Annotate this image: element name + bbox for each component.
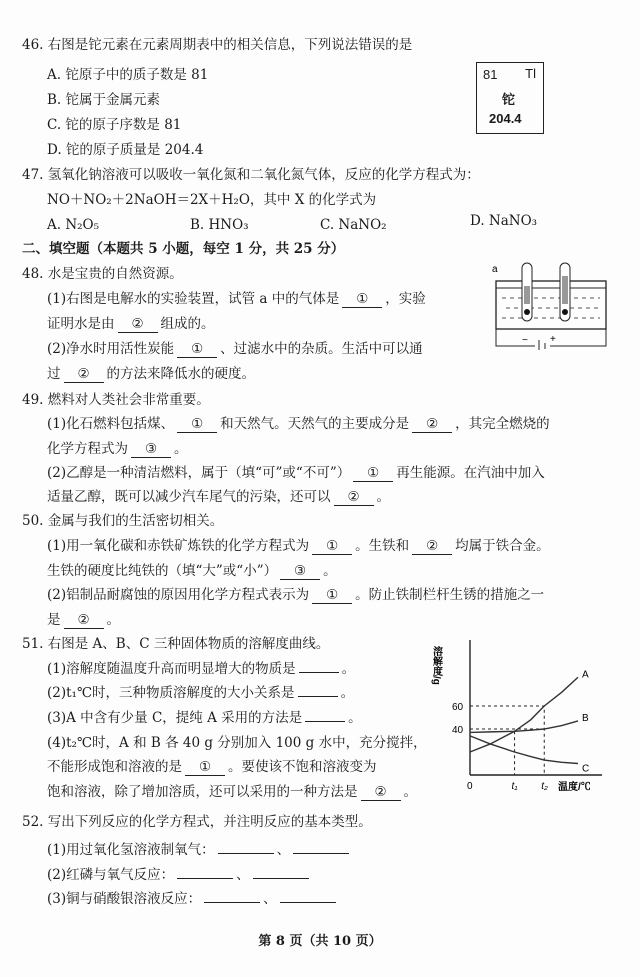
question-text-segment: 饱和溶液，除了增加溶质，还可以采用的一种方法是 bbox=[47, 784, 358, 800]
question-text-segment: 化学方程式为 bbox=[47, 441, 128, 457]
question-text-segment: (1)用过氧化氢溶液制氧气： bbox=[47, 842, 215, 858]
q51-stem-line bbox=[22, 635, 329, 653]
answer-blank[interactable]: ③ bbox=[280, 564, 320, 580]
question-text-segment: (2)t₁℃时，三种物质溶解度的大小关系是 bbox=[47, 685, 295, 701]
element-name: 铊 bbox=[502, 92, 516, 107]
q51-p3-line bbox=[47, 709, 362, 727]
q49-p1b-line bbox=[47, 440, 188, 458]
question-text-segment: 、过滤水中的杂质。生活中可以通 bbox=[220, 341, 423, 357]
element-symbol: Tl bbox=[525, 66, 536, 81]
answer-blank[interactable] bbox=[280, 902, 336, 903]
q52-stem-line bbox=[22, 813, 372, 831]
question-text-segment: 52. 写出下列反应的化学方程式，并注明反应的基本类型。 bbox=[22, 814, 372, 830]
q49-stem-line bbox=[22, 391, 210, 409]
question-text-segment: (1)用一氧化碳和赤铁矿炼铁的化学方程式为 bbox=[47, 538, 310, 554]
curve-label-C: C bbox=[582, 763, 590, 775]
element-card-thallium bbox=[476, 62, 544, 134]
answer-blank[interactable] bbox=[177, 878, 233, 879]
q48-p2a-line bbox=[47, 340, 423, 358]
q50-p2b-line bbox=[47, 611, 120, 629]
question-text-segment: 46. 右图是铊元素在元素周期表中的相关信息，下列说法错误的是 bbox=[22, 37, 413, 53]
page-number: 第 8 页（共 10 页） bbox=[258, 934, 382, 949]
question-text-segment: 二、填空题（本题共 5 小题，每空 1 分，共 25 分） bbox=[22, 241, 345, 257]
x-axis-label: 温度/℃ bbox=[558, 782, 591, 793]
plus-sign: + bbox=[550, 334, 556, 345]
question-text-segment: 50. 金属与我们的生活密切相关。 bbox=[22, 513, 224, 529]
answer-blank[interactable] bbox=[305, 721, 345, 722]
question-text-segment: 。 bbox=[340, 685, 355, 701]
answer-blank[interactable]: ② bbox=[412, 539, 452, 555]
q50-p2a-line bbox=[47, 586, 544, 604]
answer-blank[interactable]: ① bbox=[312, 539, 352, 555]
q49-p1a-line bbox=[47, 415, 550, 433]
answer-blank[interactable]: ① bbox=[185, 760, 225, 776]
question-text-segment: 49. 燃料对人类社会非常重要。 bbox=[22, 392, 210, 408]
atomic-mass: 204.4 bbox=[489, 111, 522, 126]
answer-blank[interactable]: ① bbox=[342, 292, 382, 308]
answer-blank[interactable]: ② bbox=[412, 417, 452, 433]
question-text-segment: 。要使该不饱和溶液变为 bbox=[228, 759, 377, 775]
question-text-segment: ，实验 bbox=[385, 291, 426, 307]
tube-label-a: a bbox=[492, 264, 498, 275]
curve-A bbox=[470, 677, 578, 752]
option-A[interactable]: A. N₂O₅ bbox=[47, 217, 100, 233]
question-text-segment: 过 bbox=[47, 366, 61, 382]
question-text-segment: (2)净水时用活性炭能 bbox=[47, 341, 175, 357]
question-text-segment: 是 bbox=[47, 612, 61, 628]
electrolysis-apparatus-diagram bbox=[490, 258, 615, 350]
q46-stem-line bbox=[22, 36, 412, 54]
question-text-segment: (3)A 中含有少量 C，提纯 A 采用的方法是 bbox=[47, 710, 303, 726]
question-text-segment: 47. 氢氧化钠溶液可以吸收一氧化氮和二氧化氮气体，反应的化学方程式为： bbox=[22, 167, 480, 183]
question-text-segment: 不能形成饱和溶液的是 bbox=[47, 759, 182, 775]
q51-p2-line bbox=[47, 684, 354, 702]
question-text-segment: 。防止铁制栏杆生锈的措施之一 bbox=[355, 587, 545, 603]
q50-stem-line bbox=[22, 512, 223, 530]
curve-label-A: A bbox=[582, 669, 589, 681]
y-tick-60: 60 bbox=[452, 702, 464, 713]
q50-p1a-line bbox=[47, 537, 550, 555]
q49-p2a-line bbox=[47, 464, 545, 482]
option-D[interactable]: D. NaNO₃ bbox=[470, 213, 538, 229]
question-text-segment: 适量乙醇，既可以减少汽车尾气的污染，还可以 bbox=[47, 489, 331, 505]
question-text-segment: 。 bbox=[106, 612, 120, 628]
answer-blank[interactable]: ① bbox=[177, 342, 217, 358]
section2-line bbox=[22, 240, 344, 258]
question-text-segment: (1)右图是电解水的实验装置，试管 a 中的气体是 bbox=[47, 291, 340, 307]
q49-p2b-line bbox=[47, 488, 390, 506]
question-text-segment: 51. 右图是 A、B、C 三种固体物质的溶解度曲线。 bbox=[22, 636, 330, 652]
question-text-segment: 。 bbox=[376, 489, 390, 505]
answer-blank[interactable]: ③ bbox=[131, 442, 171, 458]
q51-p1-line bbox=[47, 660, 355, 678]
question-text-segment: (1)化石燃料包括煤、 bbox=[47, 416, 175, 432]
question-text-segment: 、 bbox=[263, 891, 277, 907]
question-text-segment: NO＋NO₂＋2NaOH＝2X＋H₂O，其中 X 的化学式为 bbox=[47, 192, 377, 208]
q48-p1a-line bbox=[47, 290, 426, 308]
question-text-segment: 。 bbox=[348, 710, 362, 726]
answer-blank[interactable] bbox=[204, 902, 260, 903]
q46-d-line bbox=[47, 141, 203, 159]
x-tick-t1: t₁ bbox=[511, 781, 518, 792]
answer-blank[interactable]: ② bbox=[334, 490, 374, 506]
question-text-segment: 均属于铁合金。 bbox=[455, 538, 550, 554]
curve-label-B: B bbox=[582, 712, 589, 724]
question-text-segment: 生铁的硬度比纯铁的（填“大”或“小”） bbox=[47, 563, 278, 579]
answer-blank[interactable]: ② bbox=[361, 785, 401, 801]
y-tick-40: 40 bbox=[452, 725, 464, 736]
answer-blank[interactable] bbox=[218, 853, 274, 854]
question-text-segment: (2)红磷与氧气反应： bbox=[47, 867, 175, 883]
q46-b-line bbox=[47, 91, 160, 109]
question-text-segment: (4)t₂℃时，A 和 B 各 40 g 分别加入 100 g 水中，充分搅拌， bbox=[47, 735, 427, 751]
x-tick-t2: t₂ bbox=[541, 781, 548, 792]
question-text-segment: C. 铊的原子序数是 81 bbox=[47, 117, 182, 133]
answer-blank[interactable] bbox=[293, 853, 349, 854]
answer-blank[interactable]: ① bbox=[177, 417, 217, 433]
answer-blank[interactable]: ① bbox=[353, 466, 393, 482]
question-text-segment: 。 bbox=[403, 784, 417, 800]
question-text-segment: (1)溶解度随温度升高而明显增大的物质是 bbox=[47, 661, 296, 677]
q48-p1b-line bbox=[47, 315, 215, 333]
atomic-number: 81 bbox=[483, 67, 498, 82]
q47-stem-line bbox=[22, 166, 480, 184]
q51-p4b-line bbox=[47, 758, 377, 776]
question-text-segment: 。 bbox=[323, 563, 337, 579]
question-text-segment: (3)铜与硝酸银溶液反应： bbox=[47, 891, 202, 907]
answer-blank[interactable]: ② bbox=[64, 367, 104, 383]
answer-blank[interactable] bbox=[299, 672, 339, 673]
question-text-segment: A. 铊原子中的质子数是 81 bbox=[47, 67, 209, 83]
option-C[interactable]: C. NaNO₂ bbox=[320, 217, 387, 233]
q51-p4c-line bbox=[47, 783, 417, 801]
q52-p3-line bbox=[47, 890, 339, 908]
question-text-segment: B. 铊属于金属元素 bbox=[47, 92, 161, 108]
curve-C bbox=[470, 736, 578, 764]
question-text-segment: 。 bbox=[341, 661, 356, 677]
question-text-segment: 。 bbox=[174, 441, 188, 457]
q48-stem-line bbox=[22, 265, 183, 283]
question-text-segment: D. 铊的原子质量是 204.4 bbox=[47, 142, 204, 158]
answer-blank[interactable] bbox=[298, 696, 338, 697]
q46-c-line bbox=[47, 116, 181, 134]
option-B[interactable]: B. HNO₃ bbox=[190, 217, 249, 233]
q52-p1-line bbox=[47, 841, 352, 859]
question-text-segment: 的方法来降低水的硬度。 bbox=[106, 366, 255, 382]
answer-blank[interactable] bbox=[253, 878, 309, 879]
q46-a-line bbox=[47, 66, 208, 84]
question-text-segment: 、 bbox=[236, 867, 250, 883]
y-axis-label: 溶解度/g bbox=[430, 646, 442, 685]
question-text-segment: (2)铝制品耐腐蚀的原因用化学方程式表示为 bbox=[47, 587, 310, 603]
question-text-segment: (2)乙醇是一种清洁燃料，属于（填“可”或“不可”） bbox=[47, 465, 351, 481]
question-text-segment: 、 bbox=[276, 842, 291, 858]
answer-blank[interactable]: ① bbox=[312, 588, 352, 604]
solubility-curve-chart bbox=[430, 632, 615, 797]
minus-sign: − bbox=[522, 335, 528, 346]
answer-blank[interactable]: ② bbox=[64, 613, 104, 629]
question-text-segment: 再生能源。在汽油中加入 bbox=[396, 465, 545, 481]
question-text-segment: ，其完全燃烧的 bbox=[455, 416, 550, 432]
answer-blank[interactable]: ② bbox=[118, 317, 158, 333]
question-text-segment: 。生铁和 bbox=[355, 538, 410, 554]
curve-B bbox=[470, 721, 578, 733]
q51-p4a-line bbox=[47, 734, 427, 752]
q48-p2b-line bbox=[47, 365, 255, 383]
x-tick-0: 0 bbox=[467, 781, 473, 792]
q52-p2-line bbox=[47, 866, 312, 884]
question-text-segment: 和天然气。天然气的主要成分是 bbox=[220, 416, 410, 432]
question-text-segment: 组成的。 bbox=[160, 316, 215, 332]
question-text-segment: 48. 水是宝贵的自然资源。 bbox=[22, 266, 183, 282]
q47-eq-line bbox=[47, 191, 376, 209]
question-text-segment: 证明水是由 bbox=[47, 316, 115, 332]
q50-p1b-line bbox=[47, 562, 337, 580]
